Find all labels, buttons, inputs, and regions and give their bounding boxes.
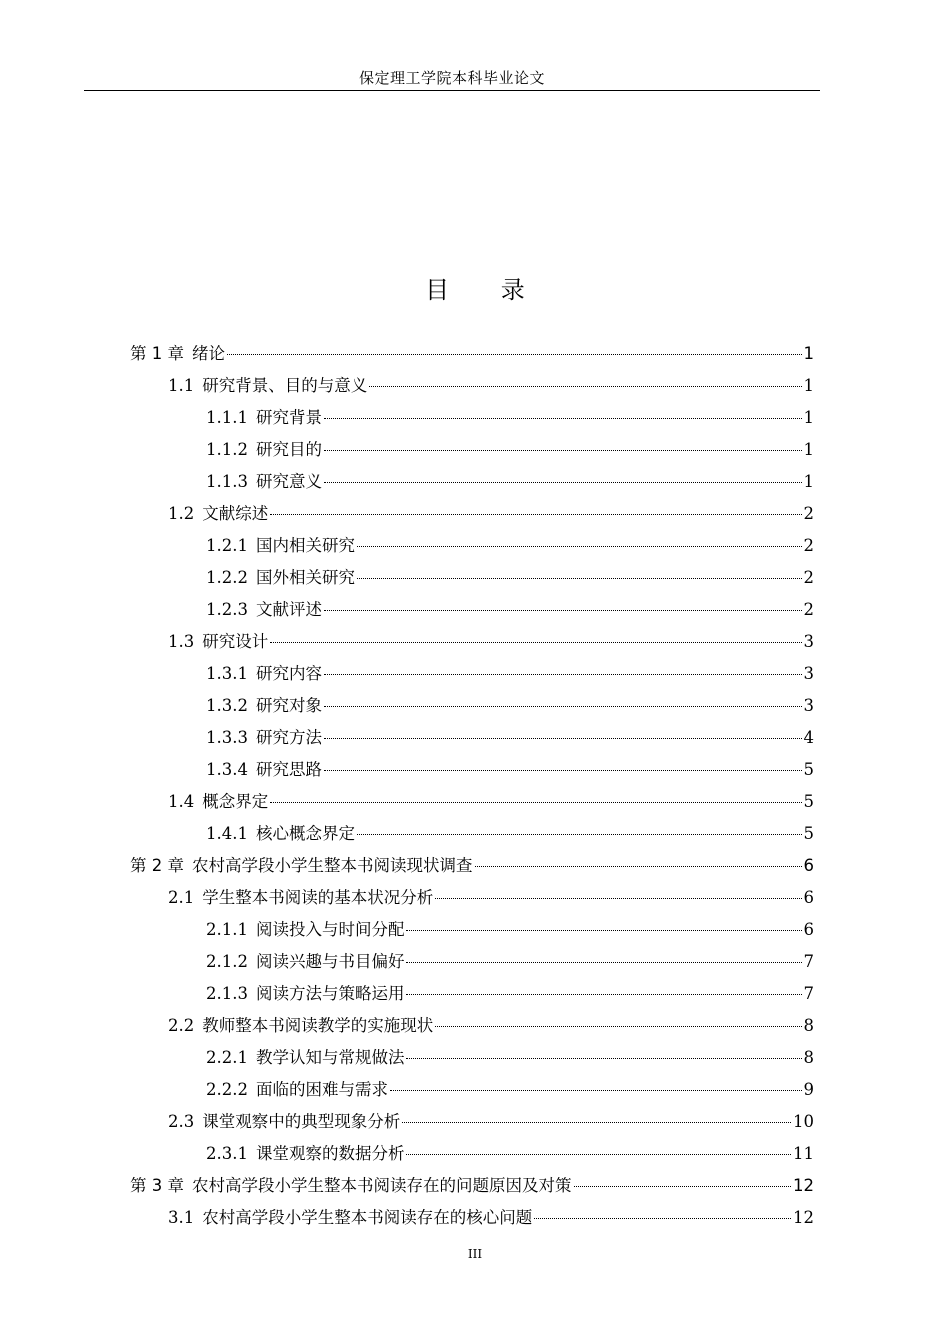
toc-dot-leader	[406, 994, 801, 995]
toc-entry-number: 3.1	[168, 1208, 195, 1227]
toc-entry-label	[206, 562, 355, 594]
toc-dot-leader	[390, 1090, 802, 1091]
toc-entry-number: 1.2.1	[206, 536, 248, 555]
toc-entry[interactable]	[0, 658, 950, 690]
toc-entry-text: 农村高学段小学生整本书阅读存在的问题原因及对策	[192, 1176, 572, 1195]
toc-entry-label	[168, 1010, 433, 1042]
toc-entry-label	[168, 786, 268, 818]
toc-dot-leader	[270, 802, 801, 803]
toc-entry-number: 1.3.4	[206, 760, 248, 779]
toc-entry-page: 10	[793, 1112, 814, 1131]
toc-entry-text: 课堂观察的数据分析	[255, 1144, 405, 1163]
toc-entry-text: 研究对象	[255, 696, 322, 715]
toc-entry-page: 11	[793, 1144, 814, 1163]
toc-dot-leader	[324, 450, 802, 451]
toc-entry-text: 国外相关研究	[255, 568, 355, 587]
toc-entry[interactable]	[0, 850, 950, 882]
toc-entry[interactable]	[0, 402, 950, 434]
toc-entry-number: 1.1.3	[206, 472, 248, 491]
toc-title: 目 录	[425, 276, 547, 304]
toc-entry-text: 国内相关研究	[255, 536, 355, 555]
toc-entry[interactable]	[0, 338, 950, 370]
toc-entry[interactable]	[0, 1010, 950, 1042]
toc-entry-text: 研究思路	[255, 760, 322, 779]
toc-entry[interactable]	[0, 562, 950, 594]
toc-entry-page: 5	[803, 824, 814, 843]
toc-entry-label	[168, 498, 268, 530]
toc-entry-number: 第 2 章	[130, 856, 184, 875]
toc-entry-page: 1	[803, 408, 814, 427]
toc-entry-page: 6	[803, 920, 814, 939]
toc-entry-label	[206, 658, 322, 690]
toc-entry-page: 6	[803, 888, 814, 907]
toc-entry-page: 8	[803, 1016, 814, 1035]
toc-entry-page: 1	[803, 344, 814, 363]
toc-entry[interactable]	[0, 1138, 950, 1170]
toc-entry-number: 2.2.1	[206, 1048, 248, 1067]
toc-dot-leader	[406, 962, 801, 963]
toc-entry-number: 2.1.3	[206, 984, 248, 1003]
toc-entry[interactable]	[0, 946, 950, 978]
toc-entry-text: 研究内容	[255, 664, 322, 683]
toc-entry-number: 1.2	[168, 504, 195, 523]
toc-entry-number: 2.1.2	[206, 952, 248, 971]
toc-entry[interactable]	[0, 722, 950, 754]
toc-dot-leader	[357, 546, 802, 547]
toc-entry-text: 农村高学段小学生整本书阅读存在的核心问题	[202, 1208, 533, 1227]
toc-entry-page: 3	[803, 696, 814, 715]
toc-entry-page: 6	[803, 856, 814, 875]
toc-entry-number: 1.3.1	[206, 664, 248, 683]
toc-entry[interactable]	[0, 626, 950, 658]
toc-entry-number: 2.3	[168, 1112, 195, 1131]
toc-entry-text: 教师整本书阅读教学的实施现状	[202, 1016, 434, 1035]
toc-entry-label	[206, 914, 404, 946]
toc-entry-label	[206, 594, 322, 626]
toc-entry-page: 2	[803, 568, 814, 587]
toc-entry-text: 面临的困难与需求	[255, 1080, 388, 1099]
toc-dot-leader	[534, 1218, 791, 1219]
toc-entry-number: 1.1.1	[206, 408, 248, 427]
toc-entry-number: 1.3.2	[206, 696, 248, 715]
toc-entry-text: 研究背景、目的与意义	[202, 376, 368, 395]
toc-entry-page: 2	[803, 504, 814, 523]
toc-entry-page: 12	[793, 1176, 814, 1195]
toc-dot-leader	[324, 706, 802, 707]
toc-entry-number: 1.4	[168, 792, 195, 811]
toc-entry-label	[168, 370, 367, 402]
toc-entry-page: 2	[803, 536, 814, 555]
toc-entry-text: 阅读投入与时间分配	[255, 920, 405, 939]
toc-entry-label	[206, 1042, 404, 1074]
toc-entry-number: 2.2	[168, 1016, 195, 1035]
toc-entry[interactable]	[0, 754, 950, 786]
toc-dot-leader	[324, 738, 802, 739]
toc-entry-label	[206, 690, 322, 722]
toc-dot-leader	[406, 930, 801, 931]
toc-dot-leader	[357, 834, 802, 835]
toc-entry-page: 3	[803, 664, 814, 683]
toc-dot-leader	[435, 1026, 801, 1027]
toc-entry-text: 研究设计	[202, 632, 269, 651]
toc-entry-page: 1	[803, 440, 814, 459]
page-header: 保定理工学院本科毕业论文	[358, 69, 545, 87]
toc-entry-label	[206, 402, 322, 434]
toc-entry[interactable]	[0, 1042, 950, 1074]
toc-entry-number: 1.3.3	[206, 728, 248, 747]
toc-entry-text: 研究意义	[255, 472, 322, 491]
toc-entry-number: 2.1	[168, 888, 195, 907]
toc-entry-text: 研究目的	[255, 440, 322, 459]
toc-dot-leader	[406, 1154, 791, 1155]
toc-entry-text: 课堂观察中的典型现象分析	[202, 1112, 401, 1131]
toc-dot-leader	[435, 898, 801, 899]
toc-entry-text: 文献评述	[255, 600, 322, 619]
toc-entry[interactable]	[0, 1202, 950, 1234]
toc-dot-leader	[574, 1186, 792, 1187]
toc-entry-page: 12	[793, 1208, 814, 1227]
toc-entry-number: 1.1.2	[206, 440, 248, 459]
toc-entry-page: 5	[803, 792, 814, 811]
toc-dot-leader	[270, 642, 801, 643]
toc-entry-number: 1.2.2	[206, 568, 248, 587]
toc-entry-page: 7	[803, 952, 814, 971]
toc-entry-page: 8	[803, 1048, 814, 1067]
toc-entry-text: 农村高学段小学生整本书阅读现状调查	[192, 856, 473, 875]
toc-entry-page: 4	[803, 728, 814, 747]
toc-entry-label	[168, 882, 433, 914]
toc-entry[interactable]	[0, 1106, 950, 1138]
toc-entry[interactable]	[0, 594, 950, 626]
toc-entry-label	[206, 434, 322, 466]
toc-entry[interactable]	[0, 530, 950, 562]
toc-entry[interactable]	[0, 882, 950, 914]
toc-entry[interactable]	[0, 690, 950, 722]
toc-entry-text: 概念界定	[202, 792, 269, 811]
toc-entry[interactable]	[0, 786, 950, 818]
toc-dot-leader	[406, 1058, 801, 1059]
toc-entry-text: 文献综述	[202, 504, 269, 523]
toc-entry-label	[168, 1106, 400, 1138]
toc-dot-leader	[270, 514, 801, 515]
toc-entry-label	[206, 946, 404, 978]
toc-entry[interactable]	[0, 466, 950, 498]
toc-entry-label	[168, 626, 268, 658]
toc-entry-text: 研究背景	[255, 408, 322, 427]
toc-entry-page: 3	[803, 632, 814, 651]
toc-entry[interactable]	[0, 914, 950, 946]
toc-entry[interactable]	[0, 434, 950, 466]
toc-entry-text: 阅读兴趣与书目偏好	[255, 952, 405, 971]
toc-dot-leader	[324, 610, 802, 611]
toc-entry[interactable]	[0, 1170, 950, 1202]
toc-entry-text: 阅读方法与策略运用	[255, 984, 405, 1003]
toc-dot-leader	[357, 578, 802, 579]
toc-entry-number: 第 1 章	[130, 344, 184, 363]
toc-dot-leader	[324, 482, 802, 483]
toc-entry-label	[130, 1170, 572, 1202]
toc-entry-label	[206, 1138, 404, 1170]
toc-entry-label	[206, 1074, 388, 1106]
page-number: III	[467, 1247, 483, 1261]
toc-entry-label	[168, 1202, 532, 1234]
toc-entry-number: 2.3.1	[206, 1144, 248, 1163]
toc-entry-page: 9	[803, 1080, 814, 1099]
toc-entry-text: 学生整本书阅读的基本状况分析	[202, 888, 434, 907]
toc-entry-label	[206, 818, 355, 850]
toc-entry[interactable]	[0, 370, 950, 402]
toc-entry-number: 2.1.1	[206, 920, 248, 939]
toc-entry-label	[206, 530, 355, 562]
toc-entry-label	[206, 978, 404, 1010]
toc-entry-text: 研究方法	[255, 728, 322, 747]
toc-entry-number: 1.1	[168, 376, 195, 395]
toc-entry-number: 1.2.3	[206, 600, 248, 619]
toc-dot-leader	[475, 866, 802, 867]
toc-entry-text: 核心概念界定	[255, 824, 355, 843]
toc-entry-number: 2.2.2	[206, 1080, 248, 1099]
toc-entry-label	[130, 850, 473, 882]
toc-entry-page: 1	[803, 472, 814, 491]
toc-dot-leader	[227, 354, 802, 355]
toc-entry-page: 2	[803, 600, 814, 619]
toc-dot-leader	[369, 386, 801, 387]
table-of-contents	[0, 338, 950, 1234]
toc-entry[interactable]	[0, 1074, 950, 1106]
toc-entry-text: 绪论	[192, 344, 225, 363]
toc-entry[interactable]	[0, 978, 950, 1010]
toc-entry-number: 第 3 章	[130, 1176, 184, 1195]
toc-entry-page: 7	[803, 984, 814, 1003]
toc-entry-text: 教学认知与常规做法	[255, 1048, 405, 1067]
toc-dot-leader	[324, 418, 802, 419]
toc-entry-label	[206, 754, 322, 786]
toc-entry[interactable]	[0, 818, 950, 850]
toc-entry-label	[206, 722, 322, 754]
toc-dot-leader	[324, 674, 802, 675]
toc-dot-leader	[402, 1122, 791, 1123]
header-rule	[84, 90, 820, 91]
toc-dot-leader	[324, 770, 802, 771]
toc-entry-number: 1.4.1	[206, 824, 248, 843]
toc-entry-label	[206, 466, 322, 498]
toc-entry-label	[130, 338, 225, 370]
toc-entry-page: 5	[803, 760, 814, 779]
toc-entry[interactable]	[0, 498, 950, 530]
toc-entry-page: 1	[803, 376, 814, 395]
toc-entry-number: 1.3	[168, 632, 195, 651]
